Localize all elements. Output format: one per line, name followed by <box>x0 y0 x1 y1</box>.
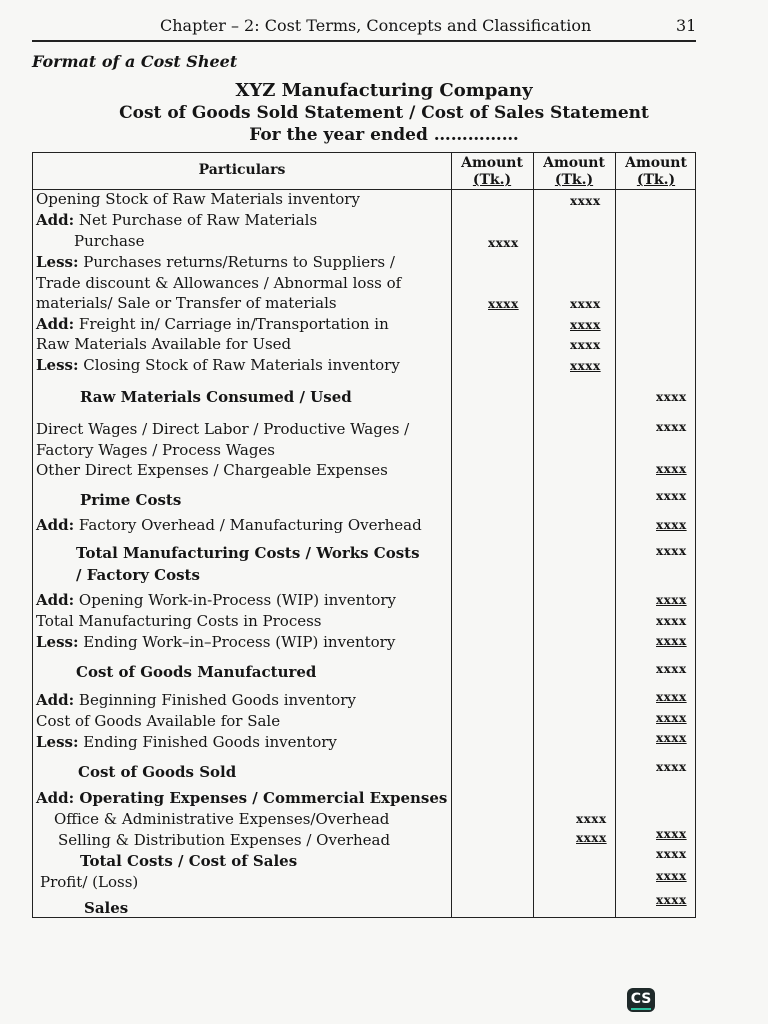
table-row: Add: Beginning Finished Goods inventory <box>36 691 356 709</box>
amount-header-3 <box>615 155 697 189</box>
amount-cell: xxxx <box>656 420 687 434</box>
amount-cell: xxxx <box>656 827 687 841</box>
subtotal-row: Sales <box>84 899 129 917</box>
row-prefix: Add: <box>36 789 75 807</box>
table-row: Other Direct Expenses / Chargeable Expenses <box>36 461 388 479</box>
unit-label: (Tk.) <box>472 172 512 188</box>
amount-cell: xxxx <box>656 869 687 883</box>
unit-label: (Tk.) <box>554 172 594 188</box>
header-rule <box>32 40 696 42</box>
amount-cell: xxxx <box>656 518 687 532</box>
amount-label: Amount <box>543 155 605 171</box>
unit-label: (Tk.) <box>636 172 676 188</box>
subtotal-row: Prime Costs <box>80 491 182 509</box>
row-prefix: Less: <box>36 733 79 751</box>
row-prefix: Add: <box>36 315 75 333</box>
amount-cell: xxxx <box>488 236 519 250</box>
camscanner-badge: CS <box>627 988 655 1012</box>
table-row: Raw Materials Available for Used <box>36 335 292 353</box>
subtotal-row: Raw Materials Consumed / Used <box>80 388 352 406</box>
statement-period: For the year ended …………… <box>249 125 519 145</box>
amount-cell: xxxx <box>656 489 687 503</box>
subtotal-row: Cost of Goods Manufactured <box>76 663 317 681</box>
table-row: Office & Administrative Expenses/Overhead <box>54 810 390 828</box>
amount-cell: xxxx <box>656 614 687 628</box>
row-prefix: Less: <box>36 633 79 651</box>
table-row: Cost of Goods Available for Sale <box>36 712 281 730</box>
table-row: Add: Net Purchase of Raw Materials <box>36 211 318 229</box>
table-row: Purchase <box>74 232 145 250</box>
amount-cell: xxxx <box>570 338 601 352</box>
amount-header-2 <box>533 155 615 189</box>
amount-cell: xxxx <box>656 731 687 745</box>
amount-cell: xxxx <box>656 760 687 774</box>
subtotal-row: Total Costs / Cost of Sales <box>80 852 298 870</box>
table-row: Add: Opening Work-in-Process (WIP) inventory <box>36 591 397 609</box>
table-row: Trade discount & Allowances / Abnormal loss of <box>36 274 402 292</box>
amount-cell: xxxx <box>570 359 601 373</box>
table-row: Less: Ending Finished Goods inventory <box>36 733 337 751</box>
subtotal-row: Total Manufacturing Costs / Works Costs <box>76 544 420 562</box>
table-row: Direct Wages / Direct Labor / Productive Wages / <box>36 420 410 438</box>
amount-cell: xxxx <box>656 593 687 607</box>
table-row: Factory Wages / Process Wages <box>36 441 275 459</box>
table-row: Total Manufacturing Costs in Process <box>36 612 322 630</box>
amount-label: Amount <box>625 155 687 171</box>
table-row: Add: Operating Expenses / Commercial Expenses <box>36 789 448 807</box>
table-row: Add: Freight in/ Carriage in/Transportation in <box>36 315 389 333</box>
statement-title: Cost of Goods Sold Statement / Cost of Sales Statement <box>119 103 649 123</box>
amount-label: Amount <box>461 155 523 171</box>
amount-cell: xxxx <box>488 297 519 311</box>
amount-cell: xxxx <box>656 462 687 476</box>
table-row: Less: Closing Stock of Raw Materials inventory <box>36 356 400 374</box>
table-row: Opening Stock of Raw Materials inventory <box>36 190 360 208</box>
amount-cell: xxxx <box>656 634 687 648</box>
row-prefix: Add: <box>36 691 75 709</box>
table-row: materials/ Sale or Transfer of materials <box>36 294 337 312</box>
row-prefix: Add: <box>36 591 75 609</box>
particulars-header: Particulars <box>198 162 286 178</box>
column-divider <box>451 153 452 917</box>
amount-cell: xxxx <box>570 318 601 332</box>
amount-cell: xxxx <box>656 690 687 704</box>
amount-cell: xxxx <box>656 847 687 861</box>
chapter-header: Chapter – 2: Cost Terms, Concepts and Classification <box>160 16 592 35</box>
subtotal-row: / Factory Costs <box>76 566 200 584</box>
amount-cell: xxxx <box>570 194 601 208</box>
section-heading: Format of a Cost Sheet <box>32 52 238 71</box>
amount-cell: xxxx <box>576 831 607 845</box>
row-prefix: Less: <box>36 253 79 271</box>
column-divider <box>615 153 616 917</box>
amount-cell: xxxx <box>656 711 687 725</box>
amount-cell: xxxx <box>570 297 601 311</box>
table-row: Less: Ending Work–in–Process (WIP) inventory <box>36 633 396 651</box>
amount-cell: xxxx <box>656 893 687 907</box>
row-prefix: Add: <box>36 516 75 534</box>
row-prefix: Less: <box>36 356 79 374</box>
amount-header-1 <box>451 155 533 189</box>
table-row: Less: Purchases returns/Returns to Suppliers / <box>36 253 395 271</box>
column-divider <box>533 153 534 917</box>
table-row: Selling & Distribution Expenses / Overhead <box>58 831 391 849</box>
subtotal-row: Cost of Goods Sold <box>78 763 237 781</box>
page-number: 31 <box>676 16 697 35</box>
row-prefix: Add: <box>36 211 75 229</box>
table-row: Profit/ (Loss) <box>40 873 139 891</box>
amount-cell: xxxx <box>656 544 687 558</box>
amount-cell: xxxx <box>576 812 607 826</box>
amount-cell: xxxx <box>656 662 687 676</box>
table-row: Add: Factory Overhead / Manufacturing Overhead <box>36 516 422 534</box>
company-name: XYZ Manufacturing Company <box>235 80 533 101</box>
amount-cell: xxxx <box>656 390 687 404</box>
